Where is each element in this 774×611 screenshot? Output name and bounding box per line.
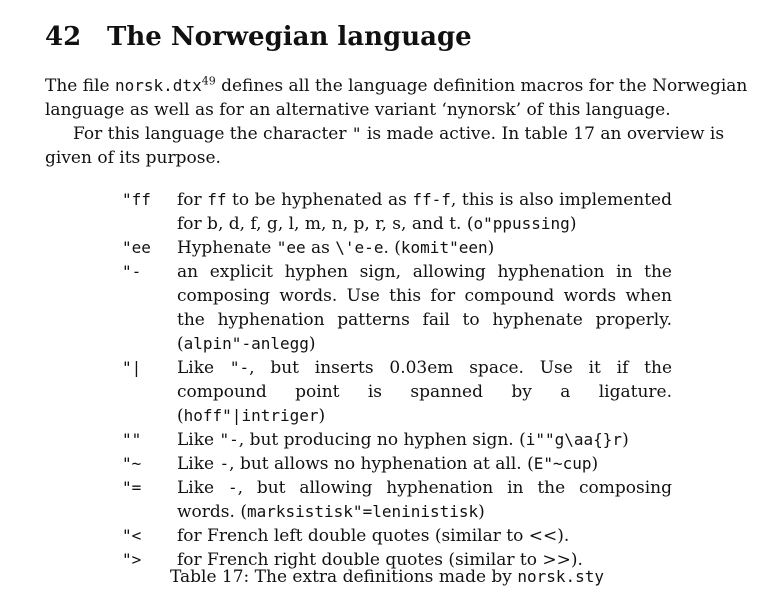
- intro-file-name: norsk.dtx: [115, 76, 202, 95]
- text-fragment: Like: [177, 430, 220, 450]
- code-fragment: ff-f: [412, 190, 451, 209]
- definition-row: [122, 236, 682, 260]
- text-fragment: for French left double quotes (similar to <<).: [177, 526, 570, 546]
- text-fragment: , but inserts 0.03em space. Use it if the compound point is spanned by a ligature. (: [177, 358, 672, 426]
- code-fragment: o"ppussing: [473, 214, 570, 233]
- definition-description: [177, 452, 672, 476]
- text-fragment: Hyphenate: [177, 238, 277, 258]
- definition-key: "ee: [122, 238, 151, 257]
- text-fragment: , but allowing hyphenation in the composing words. (: [177, 478, 672, 522]
- text-fragment: ): [318, 406, 326, 426]
- code-fragment: komit"een: [400, 238, 488, 257]
- text-fragment: an explicit hyphen sign, allowing hyphenation in the composing words. Use this for compound words when the hyphenation patterns fail to hyphenate properly. (: [177, 262, 672, 354]
- code-fragment: hoff"|intriger: [183, 406, 319, 425]
- footnote-marker: 49: [201, 74, 216, 88]
- text-fragment: to be hyphenated as: [226, 190, 413, 210]
- text-fragment: Like: [177, 478, 228, 498]
- definition-list: [122, 188, 682, 572]
- definition-row: [122, 260, 682, 356]
- definition-key: "|: [122, 358, 142, 377]
- definition-description: [177, 188, 672, 236]
- code-fragment: i""g\aa{}r: [525, 430, 623, 449]
- text-fragment: . (: [383, 238, 401, 258]
- active-char-paragraph: [45, 122, 751, 170]
- code-fragment: -: [227, 478, 238, 497]
- definition-key: "": [122, 430, 142, 449]
- definition-row: [122, 188, 682, 236]
- table-caption: [0, 565, 774, 589]
- section-title: The Norwegian language: [107, 22, 472, 52]
- section-number: 42: [45, 22, 82, 52]
- definition-key: "<: [122, 526, 142, 545]
- definition-row: [122, 524, 682, 548]
- text-fragment: ): [487, 238, 495, 258]
- p2-text-after: is made active. In table 17 an overview is given of its purpose.: [45, 124, 725, 168]
- text-fragment: , but allows no hyphenation at all. (: [229, 454, 534, 474]
- definition-description: [177, 428, 672, 452]
- definition-row: [122, 452, 682, 476]
- definition-description: [177, 476, 672, 524]
- definition-row: [122, 476, 682, 524]
- code-fragment: \'e-e: [335, 238, 384, 257]
- text-fragment: ): [308, 334, 316, 354]
- definition-row: [122, 428, 682, 452]
- code-fragment: "ee: [276, 238, 306, 257]
- p2-text-before: For this language the character: [73, 124, 352, 144]
- text-fragment: for French right double quotes (similar to >>).: [177, 550, 583, 570]
- code-fragment: "-: [229, 358, 250, 377]
- section-heading: [45, 22, 472, 52]
- definition-key: "ff: [122, 190, 151, 209]
- definition-description: [177, 260, 672, 356]
- text-fragment: , but producing no hyphen sign. (: [238, 430, 526, 450]
- code-fragment: E"~cup: [533, 454, 592, 473]
- text-fragment: as: [305, 238, 336, 258]
- definition-description: [177, 524, 672, 548]
- text-fragment: ): [478, 502, 485, 522]
- code-fragment: ff: [207, 190, 227, 209]
- definition-row: [122, 356, 682, 428]
- definition-description: [177, 356, 672, 428]
- text-fragment: for: [177, 190, 208, 210]
- caption-file: norsk.sty: [517, 567, 605, 586]
- code-fragment: alpin"-anlegg: [183, 334, 309, 353]
- text-fragment: ): [622, 430, 629, 450]
- definition-description: [177, 236, 672, 260]
- text-fragment: ): [569, 214, 577, 234]
- definition-key: "-: [122, 262, 142, 281]
- code-fragment: "-: [219, 430, 239, 449]
- active-char: ": [351, 124, 362, 143]
- code-fragment: -: [219, 454, 230, 473]
- intro-paragraph: [45, 74, 751, 122]
- definition-key: "~: [122, 454, 142, 473]
- intro-text-after: defines all the language definition macros for the Norwegian language as well as for an alternative variant ‘nynorsk’ of this language.: [45, 76, 748, 120]
- code-fragment: marksistisk"=leninistisk: [246, 502, 479, 521]
- definition-key: "=: [122, 478, 142, 497]
- text-fragment: Like: [177, 358, 230, 378]
- text-fragment: Like: [177, 454, 220, 474]
- definition-key: ">: [122, 550, 142, 569]
- caption-label: Table 17: The extra definitions made by: [169, 567, 518, 587]
- intro-text-before: The file: [45, 76, 115, 96]
- text-fragment: , this is also implemented for b, d, f, g, l, m, n, p, r, s, and t. (: [177, 190, 672, 234]
- text-fragment: ): [591, 454, 599, 474]
